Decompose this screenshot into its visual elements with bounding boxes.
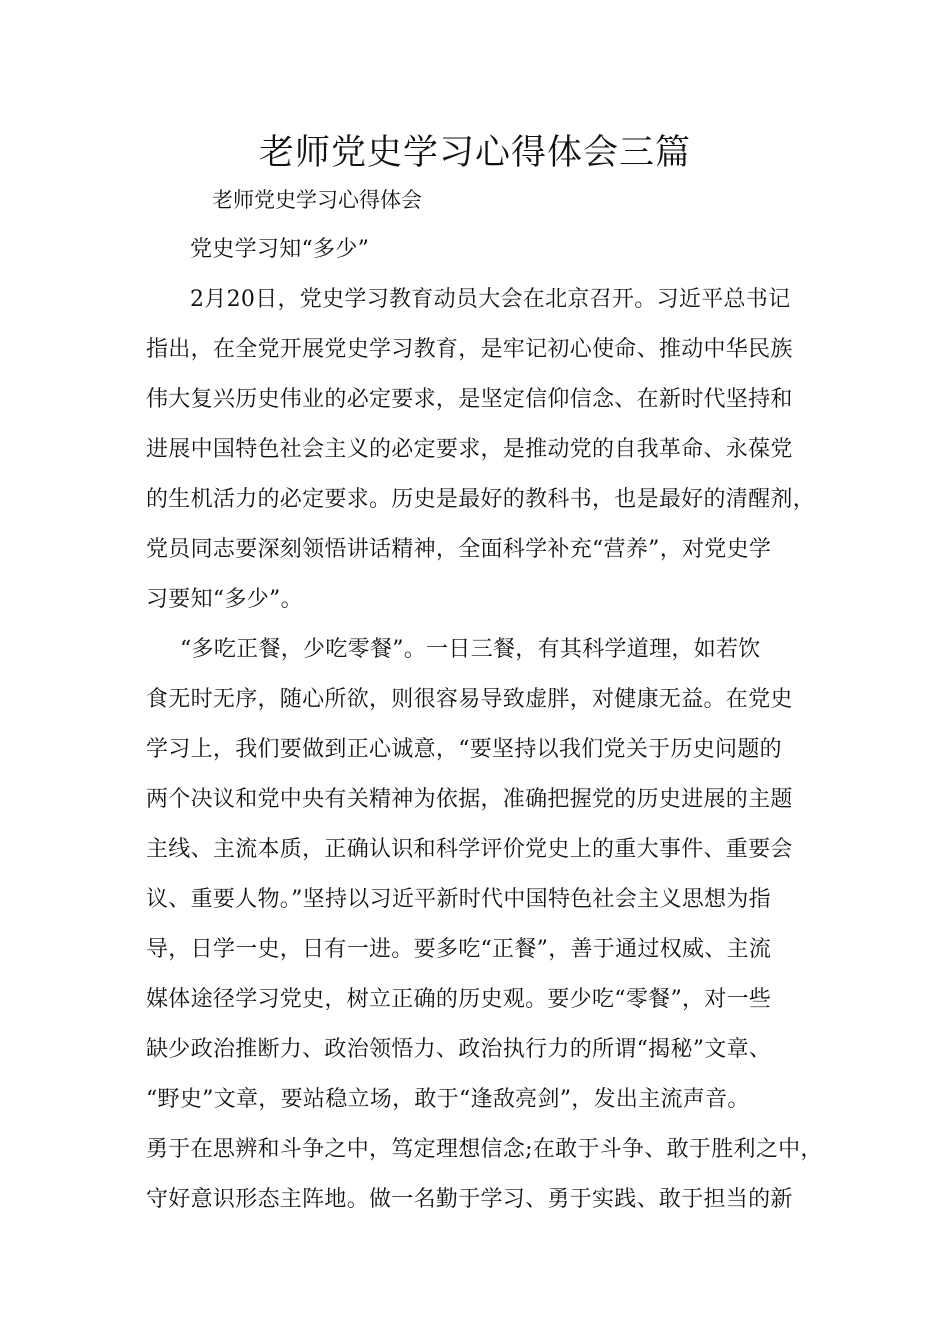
paragraph2-line: 导，日学一史，日有一进。要多吃“正餐”，善于通过权威、主流 [146, 937, 772, 962]
document-title: 老师党史学习心得体会三篇 [258, 133, 691, 173]
paragraph2-line: 两个决议和党中央有关精神为依据，准确把握党的历史进展的主题 [146, 787, 793, 812]
paragraph2-line: “多吃正餐，少吃零餐”。一日三餐，有其科学道理，如若饮 [180, 637, 761, 662]
paragraph1-line: 2月20日，党史学习教育动员大会在北京召开。习近平总书记 [190, 287, 791, 312]
paragraph2-line: “野史”文章，要站稳立场，敢于“逢敌亮剑”，发出主流声音。 [146, 1087, 750, 1112]
paragraph1-line: 指出，在全党开展党史学习教育，是牢记初心使命、推动中华民族 [146, 337, 793, 362]
paragraph2-line: 议、重要人物。”坚持以习近平新时代中国特色社会主义思想为指 [146, 887, 771, 912]
paragraph2-line: 勇于在思辨和斗争之中，笃定理想信念;在敢于斗争、敢于胜利之中， [146, 1137, 823, 1162]
paragraph1-line: 伟大复兴历史伟业的必定要求，是坚定信仰信念、在新时代坚持和 [146, 387, 793, 412]
paragraph1-line: 习要知“多少”。 [146, 587, 303, 612]
paragraph2-line: 食无时无序，随心所欲，则很容易导致虚胖，对健康无益。在党史 [146, 687, 793, 712]
paragraph2-line: 缺少政治推断力、政治领悟力、政治执行力的所谓“揭秘”文章、 [146, 1037, 772, 1062]
section-heading: 党史学习知“多少” [190, 237, 370, 262]
paragraph2-line: 学习上，我们要做到正心诚意，“要坚持以我们党关于历史问题的 [146, 737, 782, 762]
paragraph2-line: 守好意识形态主阵地。做一名勤于学习、勇于实践、敢于担当的新 [146, 1187, 793, 1212]
document-subtitle: 老师党史学习心得体会 [212, 188, 422, 212]
paragraph1-line: 进展中国特色社会主义的必定要求，是推动党的自我革命、永葆党 [146, 437, 793, 462]
paragraph2-line: 主线、主流本质，正确认识和科学评价党史上的重大事件、重要会 [146, 837, 793, 862]
paragraph1-line: 党员同志要深刻领悟讲话精神，全面科学补充“营养”，对党史学 [146, 537, 772, 562]
paragraph1-line: 的生机活力的必定要求。历史是最好的教科书，也是最好的清醒剂， [146, 487, 816, 512]
paragraph2-line: 媒体途径学习党史，树立正确的历史观。要少吃“零餐”，对一些 [146, 987, 772, 1012]
